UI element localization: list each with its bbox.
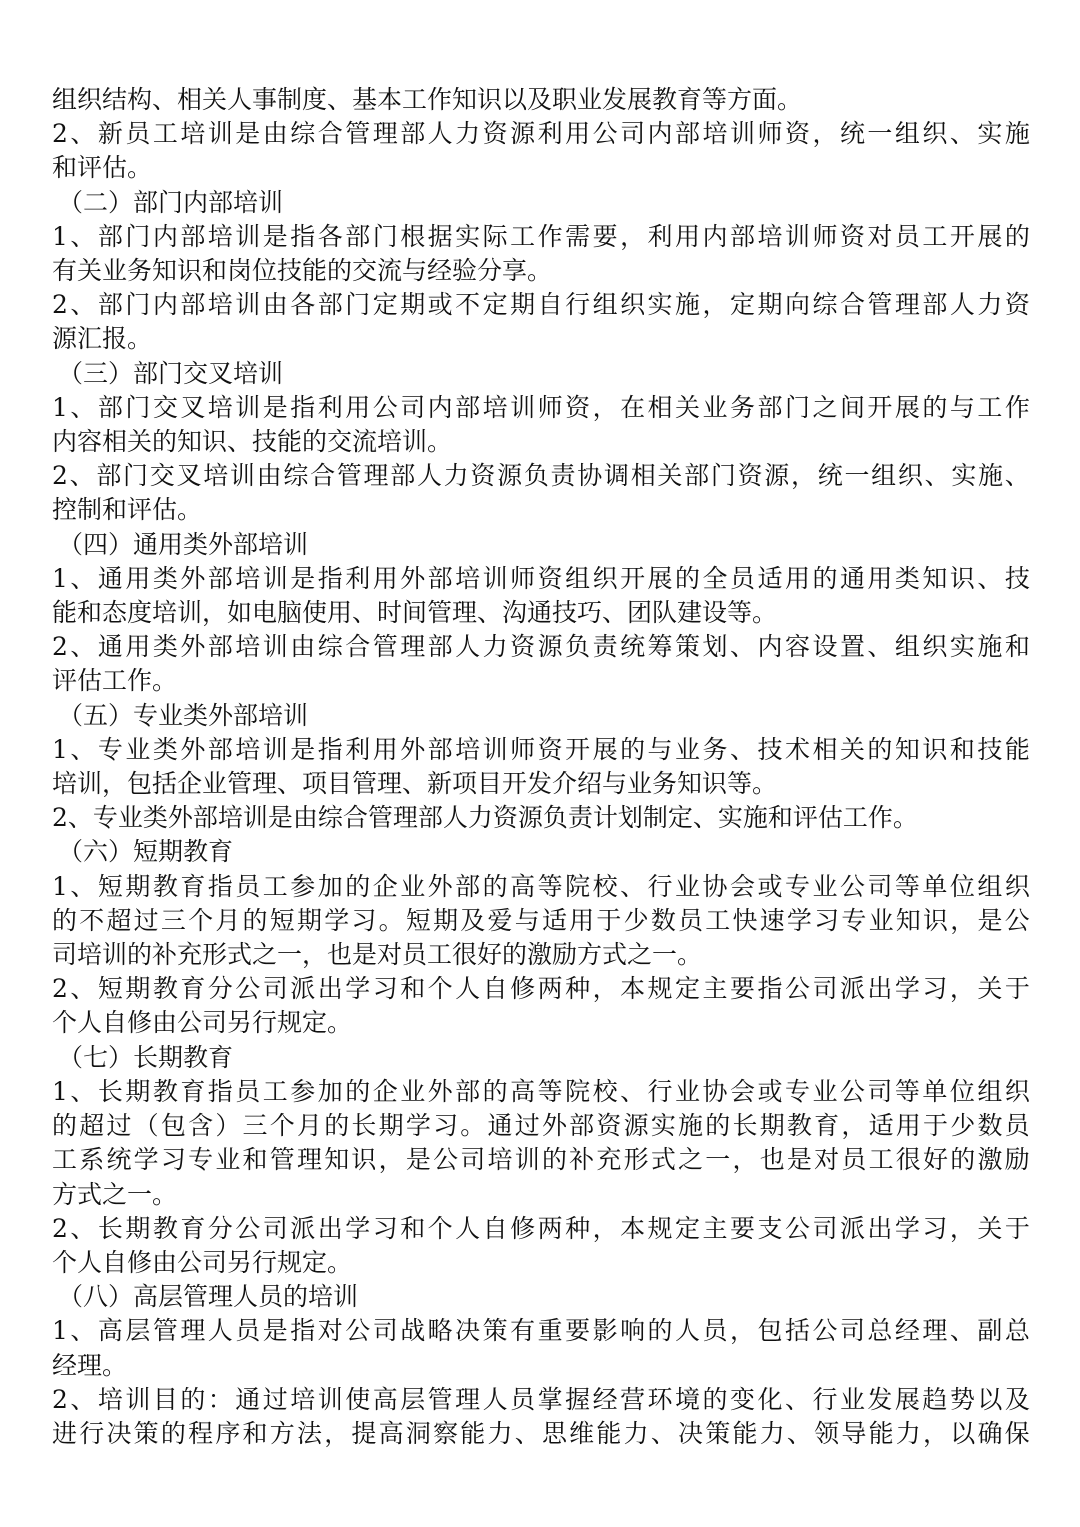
paragraph-line: 1 、 部 门 内 部 培 训 是 指 各 部 门 根 据 实 际 工 作 需 要 ， 利 用 内 部 培 训 师 资 对 员 工 开 展 的 xyxy=(52,221,1030,251)
paragraph-line: 2 、 新 员 工 培 训 是 由 综 合 管 理 部 人 力 资 源 利 用 公 司 内 部 培 训 师 资 ， 统 一 组 织 、 实 施 xyxy=(52,119,1030,149)
paragraph-line: 内容相关的知识、技能的交流培训。 xyxy=(52,427,453,457)
paragraph-line: 2 、 培 训 目 的 ： 通 过 培 训 使 高 层 管 理 人 员 掌 握 经 营 环 境 的 变 化 、 行 业 发 展 趋 势 以 及 xyxy=(52,1384,1030,1414)
section-heading: （六）短期教育 xyxy=(58,837,234,867)
paragraph-line: 2 、 部 门 内 部 培 训 由 各 部 门 定 期 或 不 定 期 自 行 组 织 实 施 ， 定 期 向 综 合 管 理 部 人 力 资 xyxy=(52,290,1030,320)
paragraph-line: 培训，包括企业管理、项目管理、新项目开发介绍与业务知识等。 xyxy=(52,769,778,799)
paragraph-line: 2 、 部 门 交 叉 培 训 由 综 合 管 理 部 人 力 资 源 负 责 协 调 相 关 部 门 资 源 ， 统 一 组 织 、 实 施 、 xyxy=(52,461,1030,491)
paragraph-line: 司培训的补充形式之一，也是对员工很好的激励方式之一。 xyxy=(52,940,703,970)
paragraph-line: 1 、 高 层 管 理 人 员 是 指 对 公 司 战 略 决 策 有 重 要 影 响 的 人 员 ， 包 括 公 司 总 经 理 、 副 总 xyxy=(52,1316,1030,1346)
paragraph-line: 有关业务知识和岗位技能的交流与经验分享。 xyxy=(52,256,553,286)
paragraph-line: 工 系 统 学 习 专 业 和 管 理 知 识 ， 是 公 司 培 训 的 补 充 形 式 之 一 ， 也 是 对 员 工 很 好 的 激 励 xyxy=(52,1145,1030,1175)
section-heading: （七）长期教育 xyxy=(58,1042,234,1072)
paragraph-line: 个人自修由公司另行规定。 xyxy=(52,1247,353,1277)
paragraph-line: 源汇报。 xyxy=(52,324,153,354)
section-heading: （五）专业类外部培训 xyxy=(58,700,309,730)
paragraph-line: 1 、 短 期 教 育 指 员 工 参 加 的 企 业 外 部 的 高 等 院 校 、 行 业 协 会 或 专 业 公 司 等 单 位 组 织 xyxy=(52,871,1030,901)
paragraph-line: 评估工作。 xyxy=(52,666,178,696)
paragraph-line: 1 、 专 业 类 外 部 培 训 是 指 利 用 外 部 培 训 师 资 开 展 的 与 业 务 、 技 术 相 关 的 知 识 和 技 能 xyxy=(52,734,1030,764)
paragraph-line: 组织结构、相关人事制度、基本工作知识以及职业发展教育等方面。 xyxy=(52,85,803,114)
paragraph-line: 能和态度培训，如电脑使用、时间管理、沟通技巧、团队建设等。 xyxy=(52,598,778,628)
paragraph-line: 的 超 过 （ 包 含 ） 三 个 月 的 长 期 学 习 。 通 过 外 部 资 源 实 施 的 长 期 教 育 ， 适 用 于 少 数 员 xyxy=(52,1111,1030,1141)
paragraph-line: 2 、 短 期 教 育 分 公 司 派 出 学 习 和 个 人 自 修 两 种 ， 本 规 定 主 要 指 公 司 派 出 学 习 ， 关 于 xyxy=(52,974,1030,1004)
section-heading: （三）部门交叉培训 xyxy=(58,358,284,388)
paragraph-line: 2 、 长 期 教 育 分 公 司 派 出 学 习 和 个 人 自 修 两 种 ， 本 规 定 主 要 支 公 司 派 出 学 习 ， 关 于 xyxy=(52,1213,1030,1243)
section-heading: （八）高层管理人员的培训 xyxy=(58,1282,359,1312)
paragraph-line: 个人自修由公司另行规定。 xyxy=(52,1008,353,1038)
paragraph-line: 1 、 通 用 类 外 部 培 训 是 指 利 用 外 部 培 训 师 资 组 织 开 展 的 全 员 适 用 的 通 用 类 知 识 、 技 xyxy=(52,563,1030,593)
paragraph-line: 1 、 长 期 教 育 指 员 工 参 加 的 企 业 外 部 的 高 等 院 校 、 行 业 协 会 或 专 业 公 司 等 单 位 组 织 xyxy=(52,1076,1030,1106)
paragraph-line: 方式之一。 xyxy=(52,1179,178,1209)
section-heading: （二）部门内部培训 xyxy=(58,187,284,217)
paragraph-line: 经理。 xyxy=(52,1350,128,1380)
paragraph-line: 控制和评估。 xyxy=(52,495,203,525)
paragraph-line: 进 行 决 策 的 程 序 和 方 法 ， 提 高 洞 察 能 力 、 思 维 能 力 、 决 策 能 力 、 领 导 能 力 ， 以 确 保 xyxy=(52,1418,1030,1448)
paragraph-line: 2、专业类外部培训是由综合管理部人力资源负责计划制定、实施和评估工作。 xyxy=(52,803,918,833)
section-heading: （四）通用类外部培训 xyxy=(58,529,309,559)
paragraph-line: 2 、 通 用 类 外 部 培 训 由 综 合 管 理 部 人 力 资 源 负 责 统 筹 策 划 、 内 容 设 置 、 组 织 实 施 和 xyxy=(52,632,1030,662)
paragraph-line: 1 、 部 门 交 叉 培 训 是 指 利 用 公 司 内 部 培 训 师 资 ， 在 相 关 业 务 部 门 之 间 开 展 的 与 工 作 xyxy=(52,392,1030,422)
paragraph-line: 和评估。 xyxy=(52,153,153,183)
paragraph-line: 的 不 超 过 三 个 月 的 短 期 学 习 。 短 期 及 爱 与 适 用 于 少 数 员 工 快 速 学 习 专 业 知 识 ， 是 公 xyxy=(52,905,1030,935)
